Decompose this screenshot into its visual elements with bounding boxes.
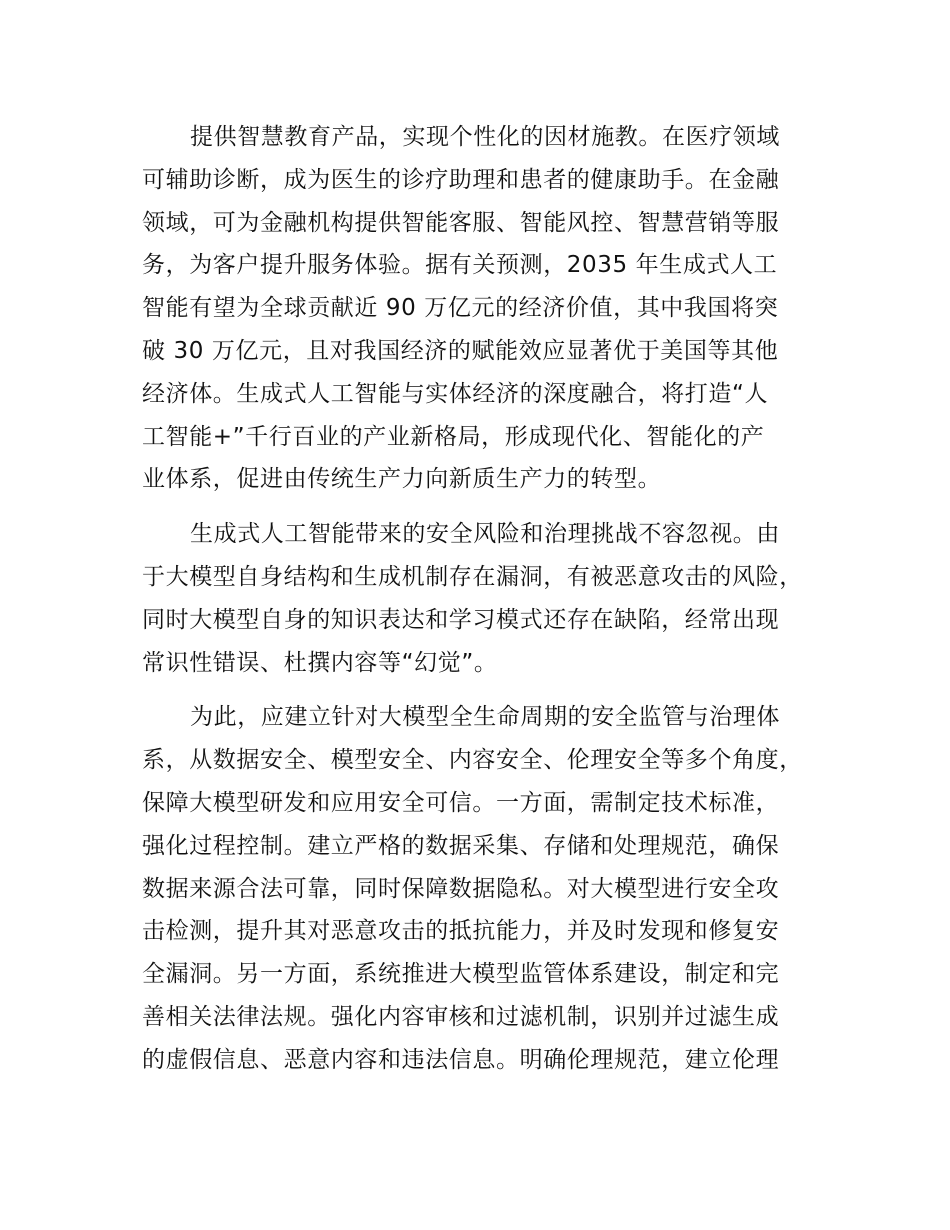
- text-line: 同时大模型自身的知识表达和学习模式还存在缺陷，经常出现: [142, 606, 780, 633]
- paragraph-3: [142, 696, 842, 1081]
- text-line: 的虚假信息、恶意内容和违法信息。明确伦理规范，建立伦理: [142, 1046, 780, 1073]
- text-line: 经济体。生成式人工智能与实体经济的深度融合，将打造“人: [142, 380, 769, 407]
- text-line: 务，为客户提升服务体验。据有关预测，2035 年生成式人工: [142, 252, 778, 279]
- text-line: 领域，可为金融机构提供智能客服、智能风控、智慧营销等服: [142, 209, 780, 236]
- text-line: 全漏洞。另一方面，系统推进大模型监管体系建设，制定和完: [142, 961, 780, 988]
- text-line: 可辅助诊断，成为医生的诊疗助理和患者的健康助手。在金融: [142, 166, 780, 193]
- text-line: 生成式人工智能带来的安全风险和治理挑战不容忽视。由: [190, 521, 780, 548]
- text-line: 善相关法律法规。强化内容审核和过滤机制，识别并过滤生成: [142, 1003, 780, 1030]
- paragraph-2: [142, 513, 842, 684]
- text-line: 强化过程控制。建立严格的数据采集、存储和处理规范，确保: [142, 832, 780, 859]
- text-line: 常识性错误、杜撰内容等“幻觉”。: [142, 649, 498, 676]
- text-line: 击检测，提升其对恶意攻击的抵抗能力，并及时发现和修复安: [142, 918, 780, 945]
- text-line: 为此，应建立针对大模型全生命周期的安全监管与治理体: [190, 704, 780, 731]
- text-line: 智能有望为全球贡献近 90 万亿元的经济价值，其中我国将突: [142, 295, 779, 322]
- text-line: 业体系，促进由传统生产力向新质生产力的转型。: [142, 466, 662, 493]
- body-text: [142, 116, 842, 1094]
- text-line: 工智能+”千行百业的产业新格局，形成现代化、智能化的产: [142, 423, 765, 450]
- text-line: 保障大模型研发和应用安全可信。一方面，需制定技术标准，: [142, 789, 780, 816]
- text-line: 于大模型自身结构和生成机制存在漏洞，有被恶意攻击的风险，: [142, 563, 803, 590]
- paragraph-1: [142, 116, 842, 501]
- text-line: 数据来源合法可靠，同时保障数据隐私。对大模型进行安全攻: [142, 875, 780, 902]
- text-line: 提供智慧教育产品，实现个性化的因材施教。在医疗领域: [190, 124, 780, 150]
- text-line: 系，从数据安全、模型安全、内容安全、伦理安全等多个角度，: [142, 747, 803, 774]
- text-line: 破 30 万亿元，且对我国经济的赋能效应显著优于美国等其他: [142, 337, 779, 364]
